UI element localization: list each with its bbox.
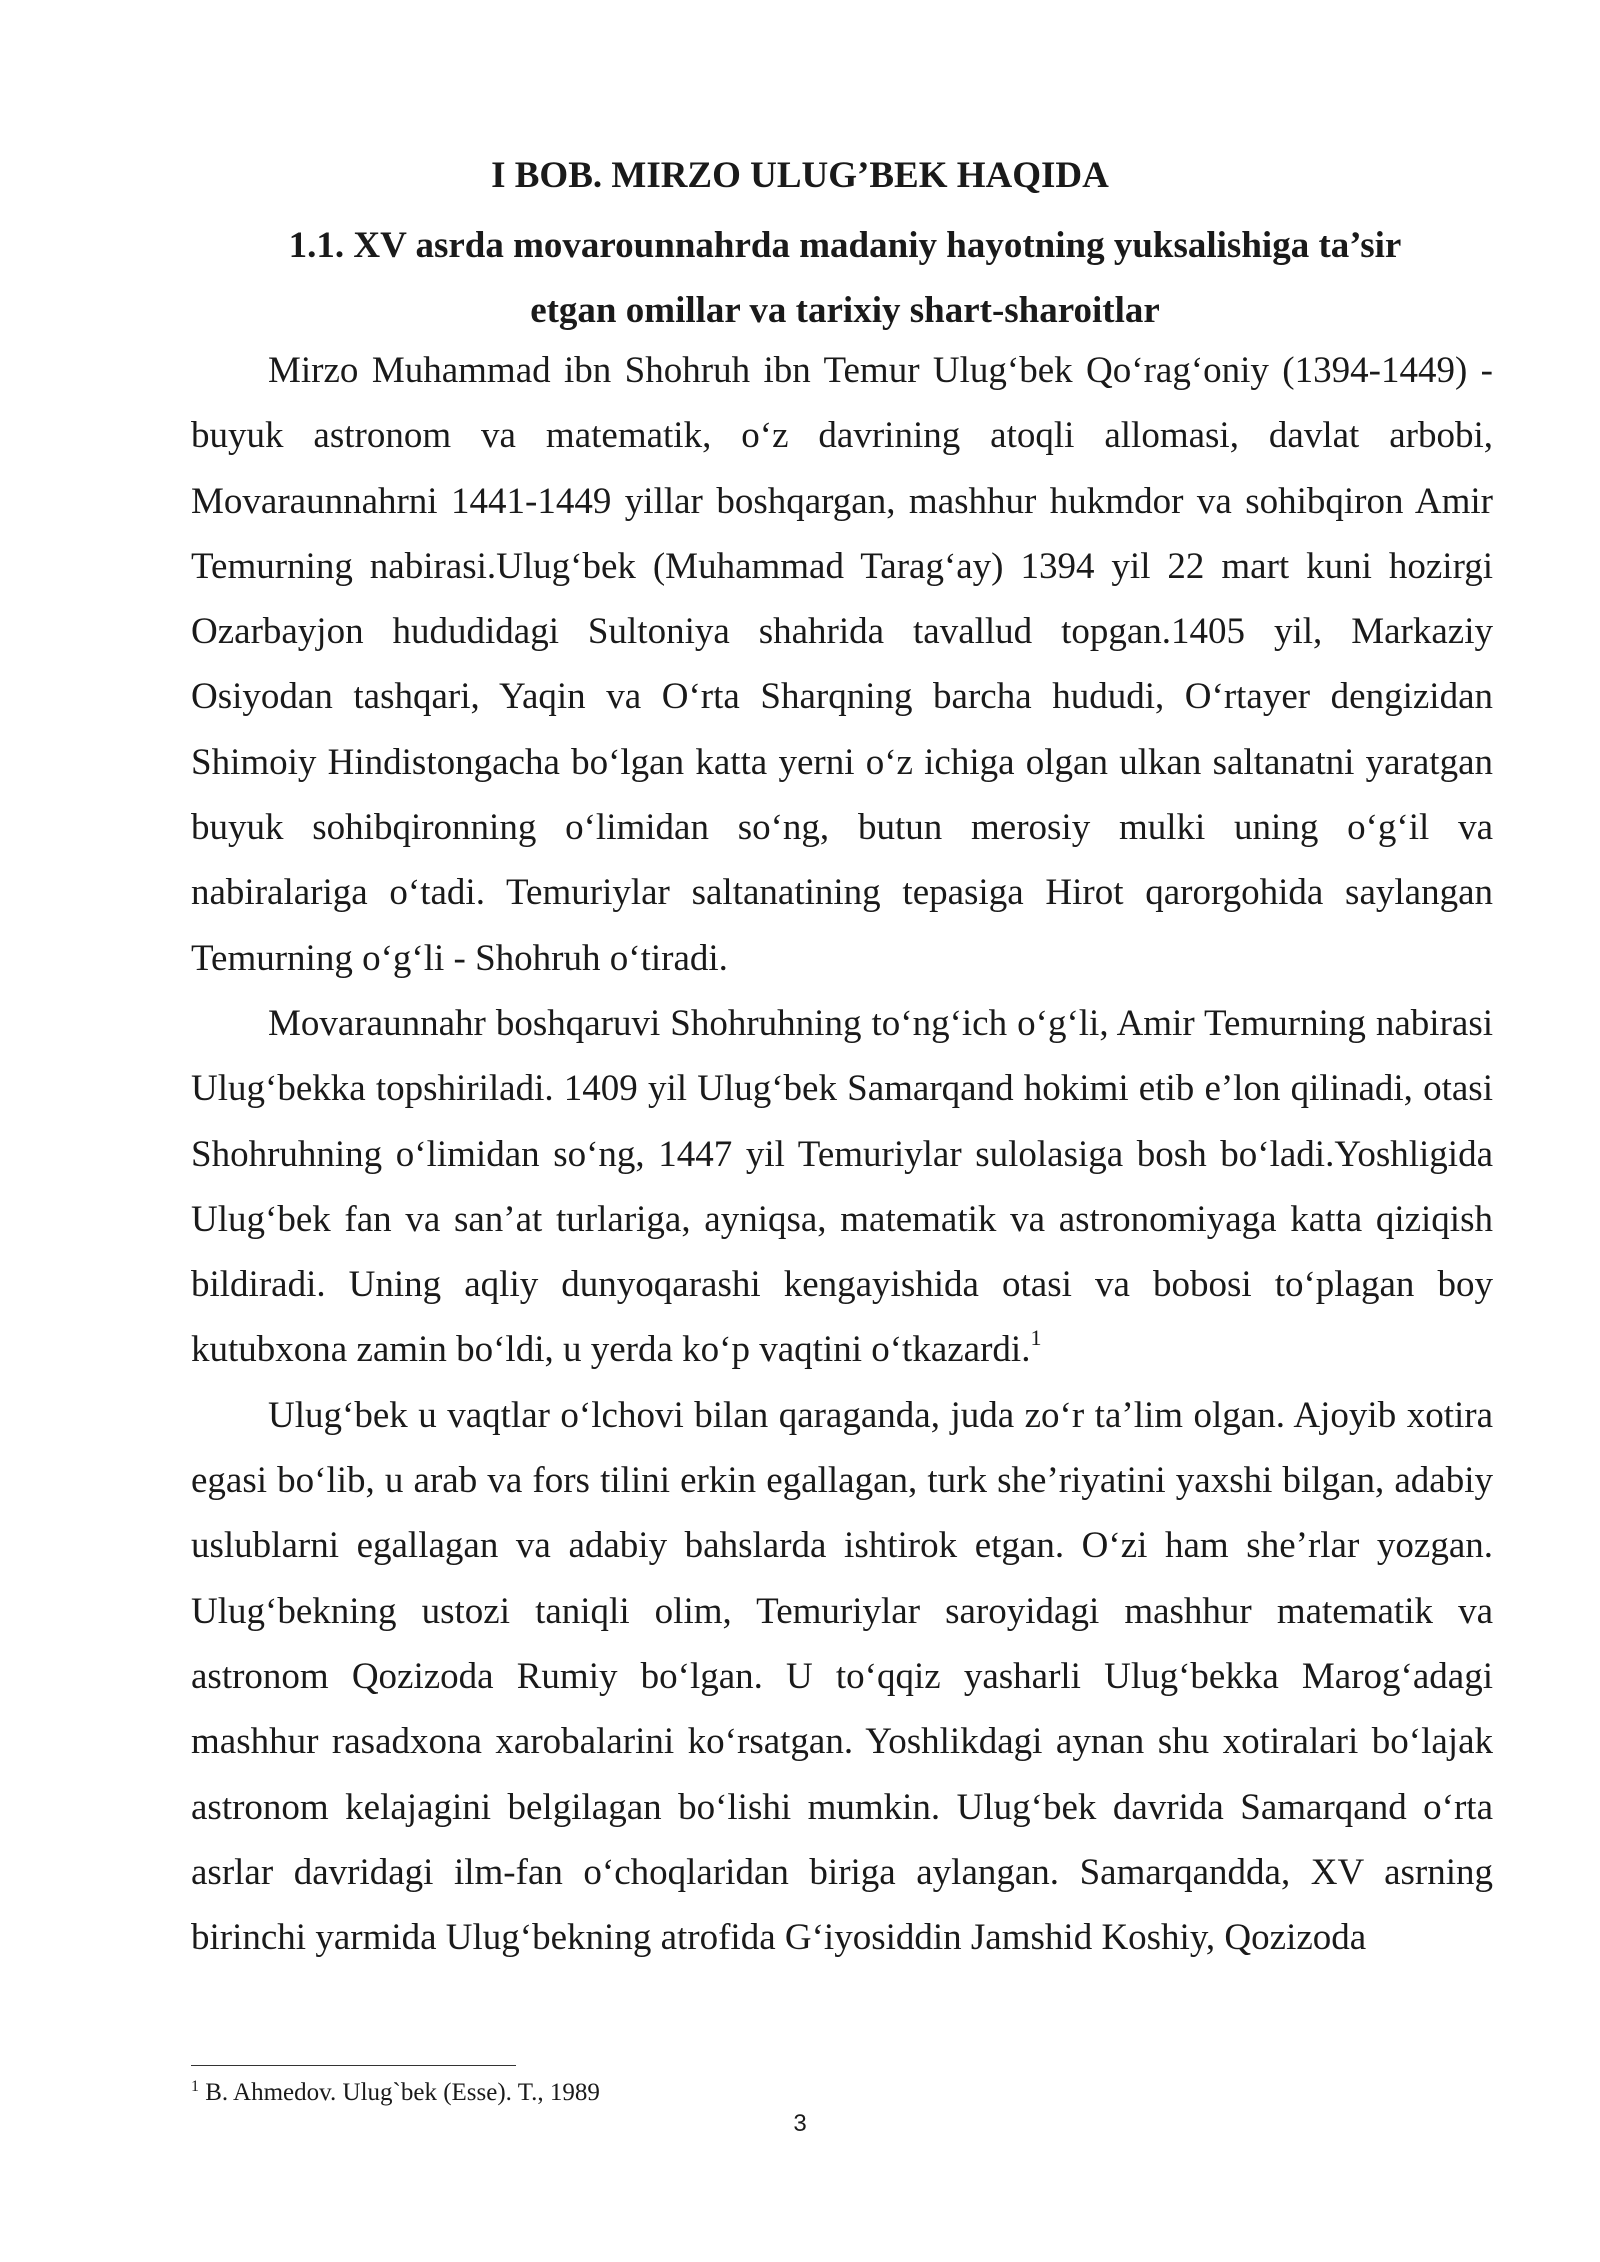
footnote bbox=[191, 2075, 600, 2111]
footnote-number: 1 bbox=[191, 2078, 199, 2095]
paragraph-2-text: Movaraunnahr boshqaruvi Shohruhning to‘ng‘ich o‘g‘li, Amir Temurning nabirasi Ulug‘bekka topshiriladi. 1409 yil Ulug‘bek Samarqand hokimi etib e’lon qilinadi, otasi Shohruhning o‘limidan so‘ng, 1447 yil Temuriylar sulolasiga bosh bo‘ladi.Yoshligida Ulug‘bek fan va san’at turlariga, ayniqsa, matematik va astronomiyaga katta qiziqish bildiradi. Uning aqliy dunyoqarashi kengayishida otasi va bobosi to‘plagan boy kutubxona zamin bo‘ldi, u yerda ko‘p vaqtini o‘tkazardi. bbox=[191, 1002, 1493, 1371]
section-title bbox=[260, 213, 1430, 343]
paragraph-1: Mirzo Muhammad ibn Shohruh ibn Temur Ulug‘bek Qo‘rag‘oniy (1394-1449) - buyuk astronom va matematik, o‘z davrining atoqli allomasi, davlat arbobi, Movaraunnahrni 1441-1449 yillar boshqargan, mashhur hukmdor va sohibqiron Amir Temurning nabirasi.Ulug‘bek (Muhammad Tarag‘ay) 1394 yil 22 mart kuni hozirgi Ozarbayjon hududidagi Sultoniya shahrida tavallud topgan.1405 yil, Markaziy Osiyodan tashqari, Yaqin va O‘rta Sharqning barcha hududi, O‘rtayer dengizidan Shimoiy Hindistongacha bo‘lgan katta yerni o‘z ichiga olgan ulkan saltanatni yaratgan buyuk sohibqironning o‘limidan so‘ng, butun merosiy mulki uning o‘g‘il va nabiralariga o‘tadi. Temuriylar saltanatining tepasiga Hirot qarorgohida saylangan Temurning o‘g‘li - Shohruh o‘tiradi. bbox=[191, 350, 1493, 979]
footnote-reference[interactable]: 1 bbox=[1030, 1325, 1042, 1351]
page-number: 3 bbox=[793, 2110, 807, 2137]
body-text bbox=[191, 338, 1493, 1970]
chapter-title: I BOB. MIRZO ULUG’BEK HAQIDA bbox=[491, 155, 1109, 196]
paragraph-2 bbox=[191, 991, 1493, 1383]
paragraph-3: Ulug‘bek u vaqtlar o‘lchovi bilan qaraganda, juda zo‘r ta’lim olgan. Ajoyib xotira egasi bo‘lib, u arab va fors tilini erkin egallagan, turk she’riyatini yaxshi bilgan, adabiy uslublarni egallagan va adabiy bahslarda ishtirok etgan. O‘zi ham she’rlar yozgan. Ulug‘bekning ustozi taniqli olim, Temuriylar saroyidagi mashhur matematik va astronom Qozizoda Rumiy bo‘lgan. U to‘qqiz yasharli Ulug‘bekka Marog‘adagi mashhur rasadxona xarobalarini ko‘rsatgan. Yoshlikdagi aynan shu xotiralari bo‘lajak astronom kelajagini belgilagan bo‘lishi mumkin. Ulug‘bek davrida Samarqand o‘rta asrlar davridagi ilm-fan o‘choqlaridan biriga aylangan. Samarqandda, XV asrning birinchi yarmida Ulug‘bekning atrofida G‘iyosiddin Jamshid Koshiy, Qozizoda bbox=[191, 1394, 1493, 1959]
footnote-separator bbox=[191, 2065, 516, 2066]
section-title-line-2: etgan omillar va tarixiy shart-sharoitlar bbox=[530, 290, 1160, 331]
footnote-text: B. Ahmedov. Ulug`bek (Esse). T., 1989 bbox=[205, 2079, 600, 2106]
section-title-line-1: 1.1. XV asrda movarounnahrda madaniy hayotning yuksalishiga ta’sir bbox=[288, 225, 1402, 266]
